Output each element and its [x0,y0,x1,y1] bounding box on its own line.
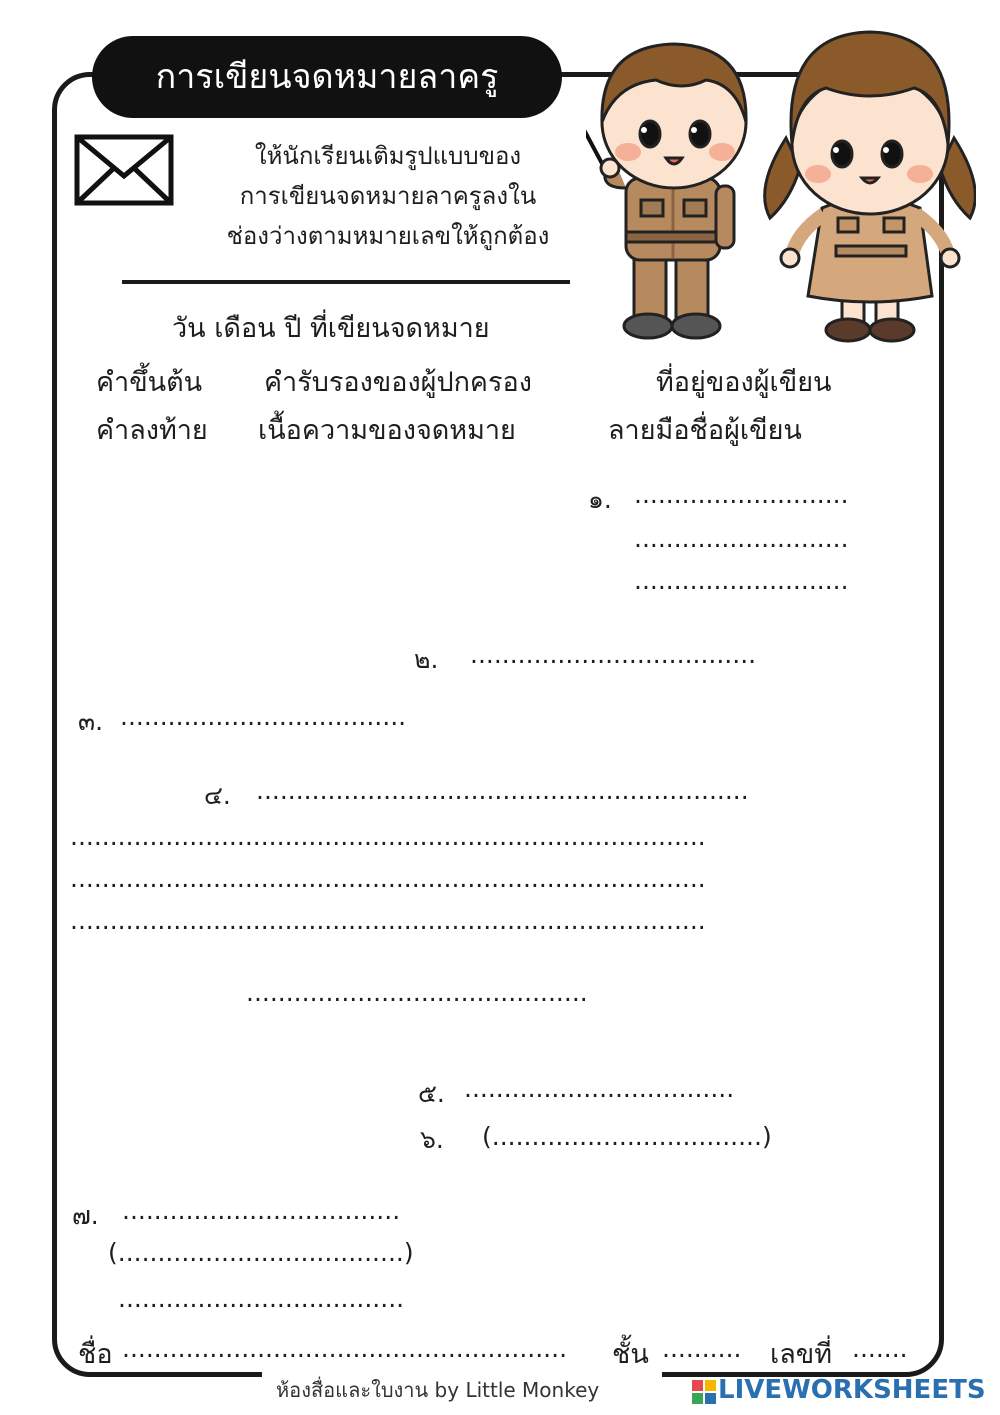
title-banner [92,36,562,118]
blank-5-number: ๕. [418,1079,445,1108]
blank-6-number: ๖. [420,1125,444,1154]
blank-1-number: ๑. [588,485,612,514]
envelope-icon [74,134,174,206]
number-label: เลขที่ [770,1339,833,1370]
body-line-3[interactable]: ................................................................................ [70,906,706,935]
class-label: ชั้น [612,1339,649,1370]
instruction-line-3: ช่องว่างตามหมายเลขให้ถูกต้อง [226,222,550,250]
blank-1-line-a[interactable]: ........................... [634,480,849,509]
blank-7-line-c[interactable]: .................................... [118,1284,405,1313]
instruction-line-1: ให้นักเรียนเติมรูปแบบของ [254,142,522,170]
blank-1-line-b[interactable]: ........................... [634,524,849,553]
word-guardian-certification: คำรับรองของผู้ปกครอง [264,367,532,398]
liveworksheets-brand[interactable]: LIVEWORKSHEETS [718,1375,986,1405]
footer-credit: ห้องสื่อและใบงาน by Little Monkey [276,1378,600,1402]
student-name-label: ชื่อ [78,1339,113,1370]
word-signature: ลายมือชื่อผู้เขียน [608,415,802,446]
blank-3-line[interactable]: .................................... [120,702,407,731]
closing-text-line[interactable]: ........................................... [246,978,588,1007]
body-line-1[interactable]: ................................................................................ [70,822,706,851]
blank-6-line[interactable]: (..................................) [482,1122,772,1151]
instruction-line-2: การเขียนจดหมายลาครูลงใน [239,182,537,210]
divider-line [122,280,570,284]
word-writer-address: ที่อยู่ของผู้เขียน [656,367,832,398]
teacher-boy-girl-illustration [586,18,976,348]
word-salutation: คำขึ้นต้น [96,367,203,398]
blank-4-line[interactable]: .............................................................. [256,776,749,805]
worksheet-title: การเขียนจดหมายลาครู [155,57,499,97]
blank-3-number: ๓. [78,707,104,736]
blank-4-number: ๔. [204,781,231,810]
blank-7-line-b[interactable]: (....................................) [108,1238,414,1267]
blank-2-number: ๒. [414,645,439,674]
class-field[interactable]: .......... [662,1334,742,1363]
body-line-2[interactable]: ................................................................................ [70,864,706,893]
blank-5-line[interactable]: .................................. [464,1074,735,1103]
blank-2-line[interactable]: .................................... [470,640,757,669]
blank-7-number: ๗. [72,1201,99,1230]
student-name-field[interactable]: ........................................................ [122,1334,568,1363]
blank-1-line-c[interactable]: ........................... [634,566,849,595]
blank-7-line-a[interactable]: ................................... [122,1196,401,1225]
liveworksheets-logo-icon [692,1380,716,1404]
word-letter-body: เนื้อความของจดหมาย [258,415,516,446]
number-field[interactable]: ....... [852,1334,908,1363]
word-closing: คำลงท้าย [96,415,208,446]
word-date: วัน เดือน ปี ที่เขียนจดหมาย [172,313,490,344]
